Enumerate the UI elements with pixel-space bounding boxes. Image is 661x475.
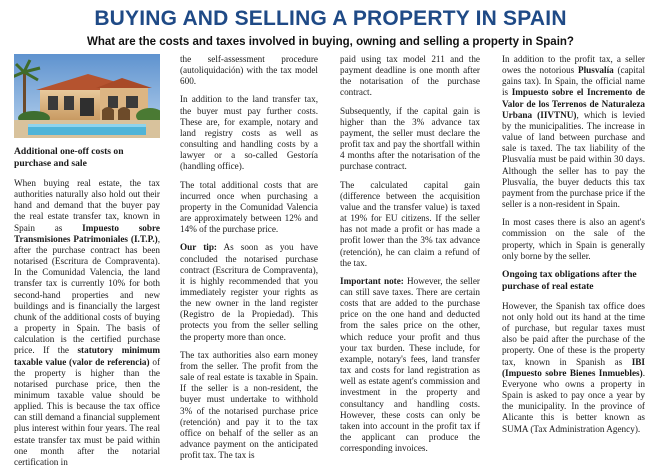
page-title: BUYING AND SELLING A PROPERTY IN SPAIN: [94, 7, 567, 30]
villa-photo: [14, 54, 160, 138]
text-run: of the property is higher than the notarised purchase price, then the minimum taxable value should be applied. This is because the tax office can still demand a financial supplement plus interest within four years. The real estate transfer tax must be paid within one month after the notarial certification in: [14, 356, 160, 467]
col1-heading: Additional one-off costs on purchase and sale: [14, 146, 124, 169]
col3-paragraph-2: Subsequently, if the capital gain is higher than the 3% advance tax payment, the seller must declare the profit tax and pay the shortfall within 4 months after the notarisation of the purchase contract.: [340, 105, 480, 172]
tip-label: Our tip:: [180, 242, 217, 253]
col2-paragraph-2: In addition to the land transfer tax, the buyer must pay further costs. These are, for example, notary and land registry costs as well as consulting and handling costs by a lawyer or a so-called Gestoría (handling office).: [180, 94, 318, 172]
text-run: , after the purchase contract has been notarised (Escritura de Compraventa). In the Comunidad Valencia, the land transfer tax is currently 10% for both second-hand properties and new buildings and is financially the largest chunk of the additional costs of buying a property in Spain. The basis of calculation is the certified purchase price. If the: [14, 233, 160, 356]
text-run: When buying real estate, the tax authorities naturally also hold out their hand and demand that the buyer pay the real estate transfer tax, known in Spain as: [14, 178, 160, 233]
text-run: (capital gains tax). In Spain, the official name is: [502, 65, 645, 98]
col3-paragraph-3: The calculated capital gain (difference between the acquisition value and the transfer value) is taxed at 19% for EU citizens. If the seller has not made a profit or has made a profit lower than the 3% tax advance (retención), he can claim a refund of the tax.: [340, 179, 480, 268]
text-run: , which is levied by the municipalities. The increase in value of land between purchase and sale is taxed. The tax liability of the Plusvalía must be paid within 30 days. Although the seller has to pay the Plusvalía, the buyer deducts this tax payment from the purchase price if the seller is a non-resident in Spain.: [502, 109, 645, 210]
col3-paragraph-4: [340, 276, 480, 455]
col4-paragraph-2: In most cases there is also an agent's commission on the sale of the property, which in Spain is generally only borne by the seller.: [502, 217, 645, 261]
column-4: [502, 54, 645, 442]
col2-paragraph-4: [180, 242, 318, 342]
col4-heading: Ongoing tax obligations after the purchase of real estate: [502, 268, 637, 292]
col4-paragraph-1: [502, 54, 645, 210]
column-2: [180, 54, 318, 468]
bold-term: statutory minimum taxable value (valor de referencia): [14, 345, 160, 367]
col3-paragraph-1: paid using tax model 211 and the payment deadline is one month after the notarisation of the purchase contract.: [340, 54, 480, 98]
col2-paragraph-5: The tax authorities also earn money from the seller. The profit from the sale of real estate is taxable in Spain. If the seller is a non-resident, the buyer must undertake to withhold 3% of the notarised purchase price (retención) and pay it to the tax office on behalf of the seller as an advance payment on the anticipated profit tax. The tax is: [180, 349, 318, 461]
text-run: However, the seller can still save taxes. There are certain costs that are added to the purchase price on the one hand and deducted from the sales price on the other, which reduce your profit and thus your tax burden. These include, for example, notary's fees, land transfer tax and costs for land registration as well as estate agent's commission and investment in the property and consultancy and handling costs. However, these costs can only be taken into account in the profit tax if the applicant can produce the corresponding invoices.: [340, 275, 480, 454]
text-run: . Everyone who owns a property in Spain is asked to pay once a year by the municipality. In the province of Alicante this is better known as SUMA (Tax Administration Agency).: [502, 367, 645, 434]
col2-paragraph-3: The total additional costs that are incurred once when purchasing a property in the Comunidad Valencia are approximately between 12% and 14% of the purchase price.: [180, 179, 318, 235]
col1-paragraph: [14, 178, 160, 468]
important-note-label: Important note:: [340, 275, 404, 286]
column-1: [14, 54, 160, 475]
bold-term: Impuesto sobre Transmisiones Patrimoniales (I.T.P.): [14, 222, 160, 244]
villa-illustration: [14, 54, 160, 138]
text-run: In addition to the profit tax, a seller owes the notorious: [502, 54, 645, 76]
bold-term: Plusvalía: [577, 65, 614, 76]
text-run: As soon as you have concluded the notarised purchase contract (Escritura de Compraventa), it is highly recommended that you immediately register your rights as the new owner in the land register (Registro de la Propiedad). This protects you from the seller selling the property more than once.: [180, 242, 318, 342]
text-run: However, the Spanish tax office does not only hold out its hand at the time of purchase, but regular taxes must also be paid after the purchase of the property. One of these is the property tax, known in Spanish as: [502, 300, 645, 367]
page-subtitle: What are the costs and taxes involved in buying, owning and selling a property in Spain?: [87, 36, 574, 48]
col2-paragraph-1: the self-assessment procedure (autoliquidación) with the tax model 600.: [180, 54, 318, 87]
column-3: [340, 54, 480, 461]
col4-paragraph-3: [502, 301, 645, 435]
bold-term: IBI (Impuesto sobre Bienes Inmuebles): [502, 356, 645, 378]
bold-term: Impuesto sobre el Incremento de Valor de los Terrenos de Naturaleza Urbana (IIVTNU): [502, 87, 645, 120]
